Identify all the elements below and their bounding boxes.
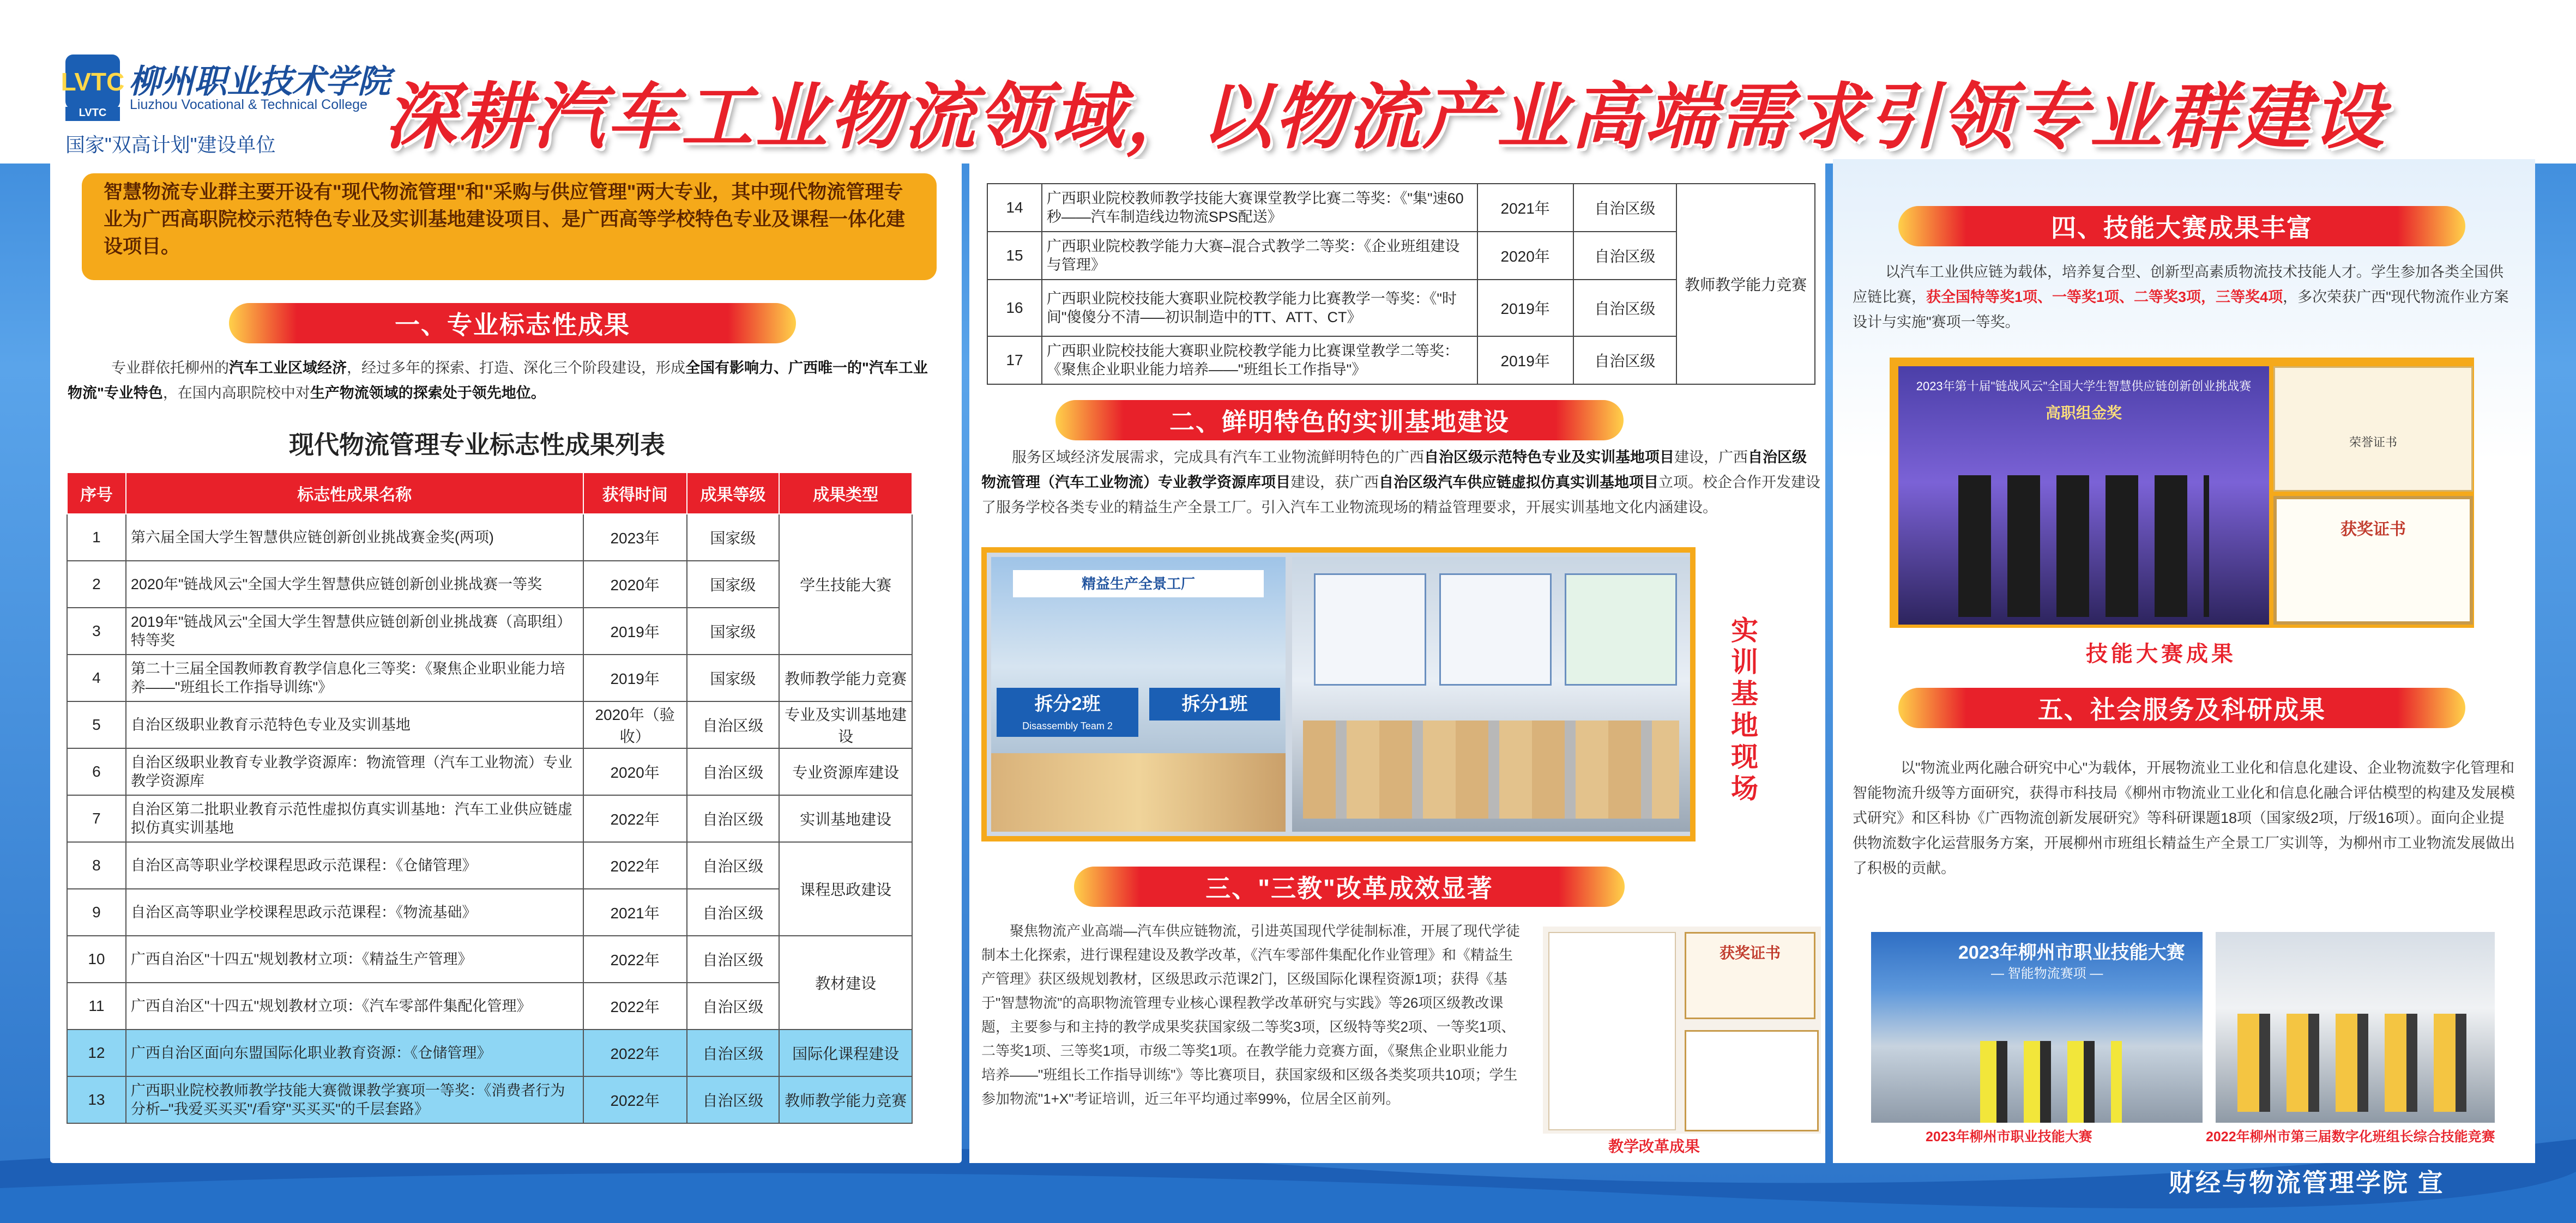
teaching-reform-caption: 教学改革成果: [1608, 1138, 1700, 1155]
cell-type: 教师教学能力竞赛: [779, 1076, 912, 1123]
cell-year: 2019年: [1477, 336, 1573, 384]
cell-name: 广西自治区"十四五"规划教材立项：《汽车零部件集配化管理》: [126, 983, 583, 1030]
cell-level: 自治区级: [687, 842, 780, 889]
cell-name: 2020年"链战风云"全国大学生智慧供应链创新创业挑战赛一等奖: [126, 561, 583, 608]
intro-box: 智慧物流专业群主要开设有"现代物流管理"和"采购与供应管理"两大专业，其中现代物流管理专业为广西高职院校示范特色专业及实训基地建设项目、是广西高等学校特色专业及课程一体化建设项目。: [82, 173, 937, 280]
parts-display-shape: [1303, 721, 1679, 819]
cell-level: 自治区级: [1573, 184, 1677, 232]
cell-no: 5: [67, 701, 126, 748]
section5-heading: 五、社会服务及科研成果: [1898, 688, 2465, 728]
cell-type: 专业资源库建设: [779, 748, 912, 795]
college-name-en: Liuzhou Vocational & Technical College: [130, 97, 367, 112]
achievements-table-title: 现代物流管理专业标志性成果列表: [289, 431, 665, 459]
col-header: 标志性成果名称: [126, 473, 583, 514]
cell-level: 自治区级: [1573, 232, 1677, 280]
equipment-photo: [1292, 557, 1690, 832]
achievements-table: [67, 472, 913, 1124]
cell-level: 自治区级: [1573, 280, 1677, 336]
city-contest-sub: — 智能物流赛项 —: [1991, 966, 2103, 981]
cell-year: 2019年: [583, 608, 687, 655]
section5-text: 以"物流业两化融合研究中心"为载体，开展物流业工业化和信息化建设、企业物流数字化管理和智能物流升级等方面研究，获得市科技局《柳州市物流业工业化和信息化融合评估模型的构建及发展模式研究》和区科协《广西物流创新发展研究》等科研课题18项（国家级2项，厅级16项）。面向企业提供物流数字化运营服务方案，开展柳州市班组长精益生产全景工厂实训等，为柳州市工业物流发展做出了积极的贡献。: [1853, 760, 2515, 876]
cell-name: 自治区级职业教育示范特色专业及实训基地: [126, 701, 583, 748]
cell-year: 2022年: [583, 983, 687, 1030]
cell-name: 第二十三届全国教师教育教学信息化三等奖：《聚焦企业职业能力培养——"班组长工作指导训练"》: [126, 655, 583, 701]
cell-year: 2022年: [583, 1076, 687, 1123]
section1-text: 专业群依托柳州的汽车工业区域经济，经过多年的探索、打造、深化三个阶段建设，形成全国有影响力、广西唯一的"汽车工业物流"专业特色，在国内高职院校中对生产物流领域的探索处于领先地位。: [68, 360, 928, 401]
cell-level: 国家级: [687, 561, 780, 608]
cell-no: 12: [67, 1030, 126, 1076]
city-contest-caption: 2023年柳州市职业技能大赛: [1926, 1129, 2092, 1145]
cell-type: 教师教学能力竞赛: [1676, 184, 1815, 384]
cell-name: 广西职业院校技能大赛职业院校教学能力比赛教学一等奖：《"时间"傻傻分不清–––初识制造中的TT、ATT、CT》: [1042, 280, 1477, 336]
cell-no: 16: [987, 280, 1042, 336]
cell-name: 第六届全国大学生智慧供应链创新创业挑战赛金奖(两项): [126, 514, 583, 561]
table-row: [67, 842, 912, 889]
section2-heading: 二、鲜明特色的实训基地建设: [1055, 400, 1624, 440]
cell-level: 自治区级: [687, 889, 780, 936]
cell-year: 2020年: [583, 561, 687, 608]
cell-level: 自治区级: [687, 983, 780, 1030]
ceremony-award: 高职组金奖: [2045, 404, 2122, 421]
college-logo-icon: LVTC: [65, 55, 120, 109]
table-row: [67, 701, 912, 748]
cell-year: 2023年: [583, 514, 687, 561]
cell-name: 自治区高等职业学校课程思政示范课程：《物流基础》: [126, 889, 583, 936]
honor-certificate: [2273, 366, 2473, 492]
table-row: [987, 184, 1815, 232]
participants-shape: [2237, 1014, 2477, 1112]
cell-year: 2021年: [1477, 184, 1573, 232]
cell-name: 自治区第二批职业教育示范性虚拟仿真实训基地：汽车工业供应链虚拟仿真实训基地: [126, 795, 583, 842]
cell-year: 2021年: [583, 889, 687, 936]
cell-level: 自治区级: [687, 936, 780, 983]
cell-type: 课程思政建设: [779, 842, 912, 936]
table-row: [67, 655, 912, 701]
display-board-shape: [1439, 573, 1552, 686]
skills-contest-photo-frame: [1890, 358, 2474, 628]
document-page: [1548, 932, 1676, 1130]
college-name-cn: 柳州职业技术学院: [129, 63, 390, 101]
cell-no: 7: [67, 795, 126, 842]
cell-year: 2022年: [583, 842, 687, 889]
table-row: [67, 795, 912, 842]
table-row: [67, 514, 912, 561]
table-header-row: [67, 473, 912, 514]
cell-year: 2020年: [583, 748, 687, 795]
col-header: 成果类型: [779, 473, 912, 514]
award-certificate: [2273, 496, 2473, 625]
cell-year: 2020年: [1477, 232, 1573, 280]
cell-year: 2022年: [583, 795, 687, 842]
cell-no: 1: [67, 514, 126, 561]
logo-abbrev: LVTC: [65, 107, 120, 121]
cell-year: 2019年: [1477, 280, 1573, 336]
section1-heading: 一、专业标志性成果: [229, 303, 796, 343]
cell-type: 学生技能大赛: [779, 514, 912, 655]
cell-name: 广西职业院校技能大赛职业院校教学能力比赛课堂教学二等奖：《聚焦企业职业能力培养——"班组长工作指导"》: [1042, 336, 1477, 384]
cell-name: 广西自治区面向东盟国际化职业教育资源：《仓储管理》: [126, 1030, 583, 1076]
teaching-reform-certificates: [1543, 927, 1821, 1134]
college-tagline: 国家"双高计划"建设单位: [65, 134, 276, 156]
cell-no: 4: [67, 655, 126, 701]
cell-type: 教师教学能力竞赛: [779, 655, 912, 701]
team-leader-contest-photo: [2216, 932, 2495, 1123]
training-base-vertical-label: 实训基地现场: [1731, 615, 1758, 804]
workbench-shape: [991, 753, 1286, 832]
honor-certificate-title: 荣誉证书: [2349, 435, 2397, 449]
cell-level: 国家级: [687, 514, 780, 561]
students-shape: [1958, 475, 2209, 617]
team-banner-sub: Disassembly Team 2: [997, 721, 1138, 737]
cell-level: 自治区级: [687, 701, 780, 748]
cell-type: 国际化课程建设: [779, 1030, 912, 1076]
award-ceremony-photo: [1898, 366, 2269, 625]
skills-contest-caption: 技能大赛成果: [2086, 642, 2236, 666]
cell-no: 2: [67, 561, 126, 608]
cell-level: 自治区级: [687, 748, 780, 795]
factory-photo: [991, 557, 1286, 832]
cell-level: 国家级: [687, 608, 780, 655]
cell-no: 10: [67, 936, 126, 983]
team-banner-1: 拆分1班: [1149, 688, 1280, 721]
cell-no: 9: [67, 889, 126, 936]
col-header: 获得时间: [583, 473, 687, 514]
cell-no: 14: [987, 184, 1042, 232]
cell-no: 11: [67, 983, 126, 1030]
display-board-shape: [1314, 573, 1426, 686]
cell-name: 广西自治区"十四五"规划教材立项：《精益生产管理》: [126, 936, 583, 983]
cell-year: 2019年: [583, 655, 687, 701]
section3-text: 聚焦物流产业高端—汽车供应链物流，引进英国现代学徒制标准，开展了现代学徒制本土化探索，进行课程建设及教学改革，《汽车零部件集配化作业管理》和《精益生产管理》获区级规划教材，区级思政示范课2门，区级国际化课程资源1项；获得《基于"智慧物流"的高职物流管理专业核心课程教学改革研究与实践》等26项区级教改课题，主要参与和主持的教学成果奖获国家级二等奖3项，区级特等奖2项、一等奖1项、二等奖1项、三等奖1项，市级二等奖1项。在教学能力竞赛方面，《聚焦企业职业能力培养——"班组长工作指导训练"》等比赛项目，获国家级和区级各类奖项共10项；学生参加物流"1+X"考证培训，近三年平均通过率99%，位居全区前列。: [981, 923, 1521, 1107]
col-header: 序号: [67, 473, 126, 514]
training-base-photo-frame: [981, 547, 1696, 841]
cell-type: 实训基地建设: [779, 795, 912, 842]
table-row: [67, 1076, 912, 1123]
section3-heading: 三、"三教"改革成效显著: [1074, 867, 1625, 907]
cell-name: 广西职业院校教师教学技能大赛课堂教学比赛二等奖：《"集"速60秒——汽车制造线边物流SPS配送》: [1042, 184, 1477, 232]
cell-name: 2019年"链战风云"全国大学生智慧供应链创新创业挑战赛（高职组）特等奖: [126, 608, 583, 655]
cell-name: 自治区级职业教育专业教学资源库：物流管理（汽车工业物流）专业教学资源库: [126, 748, 583, 795]
contestants-shape: [1980, 1041, 2122, 1123]
cell-no: 3: [67, 608, 126, 655]
col-header: 成果等级: [687, 473, 780, 514]
cell-no: 15: [987, 232, 1042, 280]
cell-no: 17: [987, 336, 1042, 384]
certificate-page: [1685, 1030, 1819, 1131]
award-certificate-title: 获奖证书: [2340, 520, 2406, 538]
cell-no: 6: [67, 748, 126, 795]
display-board-shape: [1565, 573, 1677, 686]
ceremony-banner: 2023年第十届"链战风云"全国大学生智慧供应链创新创业挑战赛: [1916, 379, 2252, 393]
cell-no: 13: [67, 1076, 126, 1123]
page-title: 深耕汽车工业物流领域，以物流产业高端需求引领专业群建设: [384, 77, 2386, 157]
cell-type: 专业及实训基地建设: [779, 701, 912, 748]
city-contest-banner: 2023年柳州市职业技能大赛: [1958, 942, 2185, 963]
cell-type: 教材建设: [779, 936, 912, 1030]
cell-name: 自治区高等职业学校课程思政示范课程：《仓储管理》: [126, 842, 583, 889]
cell-level: 自治区级: [687, 795, 780, 842]
achievements-table-continued: [987, 183, 1815, 385]
table-row: [67, 748, 912, 795]
team-banner-2: 拆分2班: [997, 688, 1138, 721]
cell-name: 广西职业院校教学能力大赛–混合式教学二等奖：《企业班组建设与管理》: [1042, 232, 1477, 280]
cell-level: 自治区级: [687, 1076, 780, 1123]
section4-text: 以汽车工业供应链为载体，培养复合型、创新型高素质物流技术技能人才。学生参加各类全国供应链比赛，获全国特等奖1项、一等奖1项、二等奖3项，三等奖4项，多次荣获广西"现代物流作业方案设计与实施"赛项一等奖。: [1853, 264, 2509, 330]
cell-year: 2020年（验收）: [583, 701, 687, 748]
certificate: 获奖证书: [1685, 932, 1815, 1019]
cell-no: 8: [67, 842, 126, 889]
section4-heading: 四、技能大赛成果丰富: [1898, 206, 2465, 246]
section2-text: 服务区域经济发展需求，完成具有汽车工业物流鲜明特色的广西自治区级示范特色专业及实训基地项目建设，广西自治区级物流管理（汽车工业物流）专业教学资源库项目建设，获广西自治区级汽车供应链虚拟仿真实训基地项目立项。校企合作开发建设了服务学校各类专业的精益生产全景工厂。引入汽车工业物流现场的精益管理要求，开展实训基地文化内涵建设。: [981, 449, 1820, 516]
footer-publisher: 财经与物流管理学院 宣: [2169, 1168, 2445, 1197]
table-row: [67, 936, 912, 983]
cell-level: 自治区级: [687, 1030, 780, 1076]
table-row: [67, 1030, 912, 1076]
team-leader-contest-caption: 2022年柳州市第三届数字化班组长综合技能竞赛: [2206, 1129, 2495, 1145]
cell-level: 自治区级: [1573, 336, 1677, 384]
cell-level: 国家级: [687, 655, 780, 701]
cell-year: 2022年: [583, 936, 687, 983]
cell-year: 2022年: [583, 1030, 687, 1076]
factory-sign: 精益生产全景工厂: [1013, 570, 1264, 597]
cell-name: 广西职业院校教师教学技能大赛微课教学赛项一等奖：《消费者行为分析–"我爱买买买"/看穿"买买买"的千层套路》: [126, 1076, 583, 1123]
city-contest-photo: [1871, 932, 2203, 1123]
